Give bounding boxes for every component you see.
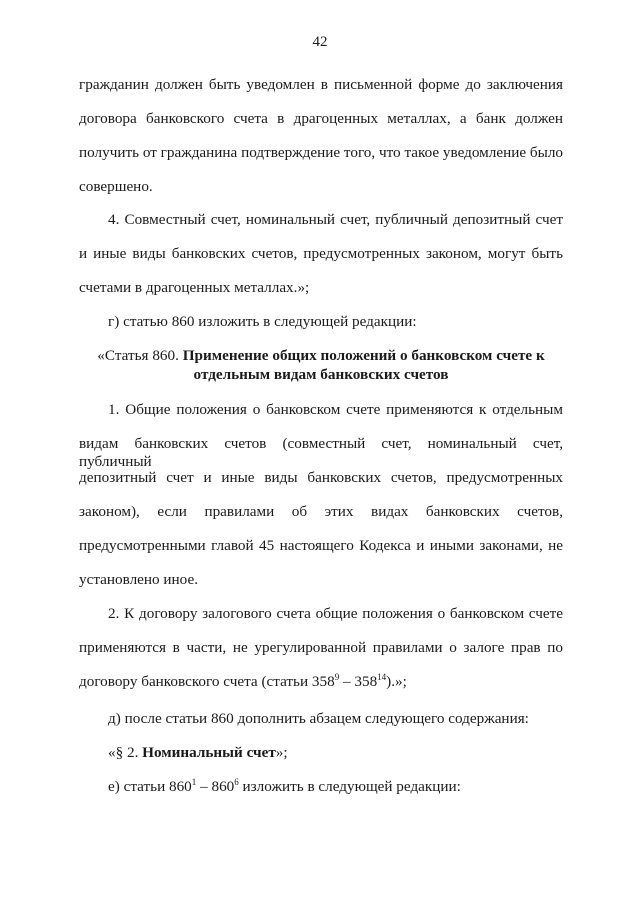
superscript: 6 (234, 776, 239, 787)
text-line: г) статью 860 изложить в следующей редакции: (108, 313, 417, 330)
text-line: 4. Совместный счет, номинальный счет, публичный депозитный счет (108, 211, 563, 228)
section-heading (108, 744, 563, 762)
text-fragment: договору банковского счета (статьи 358 (79, 673, 335, 690)
superscript: 9 (334, 671, 340, 682)
text-line: получить от гражданина подтверждение того, что такое уведомление было (79, 144, 564, 161)
section-number: «§ 2. (108, 744, 143, 761)
article-heading-title-continued: отдельным видам банковских счетов (193, 366, 449, 383)
text-line (108, 778, 563, 796)
page-number: 42 (312, 34, 328, 50)
text-line: д) после статьи 860 дополнить абзацем следующего содержания: (108, 710, 529, 727)
text-line: предусмотренными главой 45 настоящего Кодекса и иными законами, не (79, 537, 563, 554)
text-line: законом), если правилами об этих видах банковских счетов, (79, 503, 563, 520)
article-heading (79, 347, 563, 365)
text-line: совершено. (79, 178, 153, 195)
text-line: видам банковских счетов (совместный счет, номинальный счет, публичный (79, 435, 563, 470)
text-line: гражданин должен быть уведомлен в письменной форме до заключения (79, 76, 563, 93)
article-heading-prefix: «Статья 860. (97, 347, 183, 364)
text-fragment: »; (275, 744, 288, 761)
section-title: Номинальный счет (142, 744, 276, 761)
text-fragment: – 358 (339, 673, 378, 690)
text-line: установлено иное. (79, 571, 199, 588)
text-line: 2. К договору залогового счета общие положения о банковском счете (108, 605, 563, 622)
superscript: 1 (191, 776, 197, 787)
text-fragment: – 860 (196, 778, 235, 795)
text-fragment: изложить в следующей редакции: (238, 778, 461, 795)
superscript: 14 (377, 671, 387, 682)
text-fragment: ).»; (386, 673, 407, 690)
text-line: 1. Общие положения о банковском счете применяются к отдельным (108, 401, 563, 418)
text-fragment: е) статьи 860 (108, 778, 192, 795)
text-line (79, 673, 563, 691)
article-heading-title: Применение общих положений о банковском счете к (182, 347, 545, 364)
text-line: счетами в драгоценных металлах.»; (79, 279, 310, 296)
article-heading-continued (79, 366, 563, 384)
text-line: применяются в части, не урегулированной правилами о залоге прав по (79, 639, 563, 656)
text-line: депозитный счет и иные виды банковских счетов, предусмотренных (79, 469, 563, 486)
text-line: договора банковского счета в драгоценных металлах, а банк должен (79, 110, 563, 127)
text-line: и иные виды банковских счетов, предусмотренных законом, могут быть (79, 245, 563, 262)
